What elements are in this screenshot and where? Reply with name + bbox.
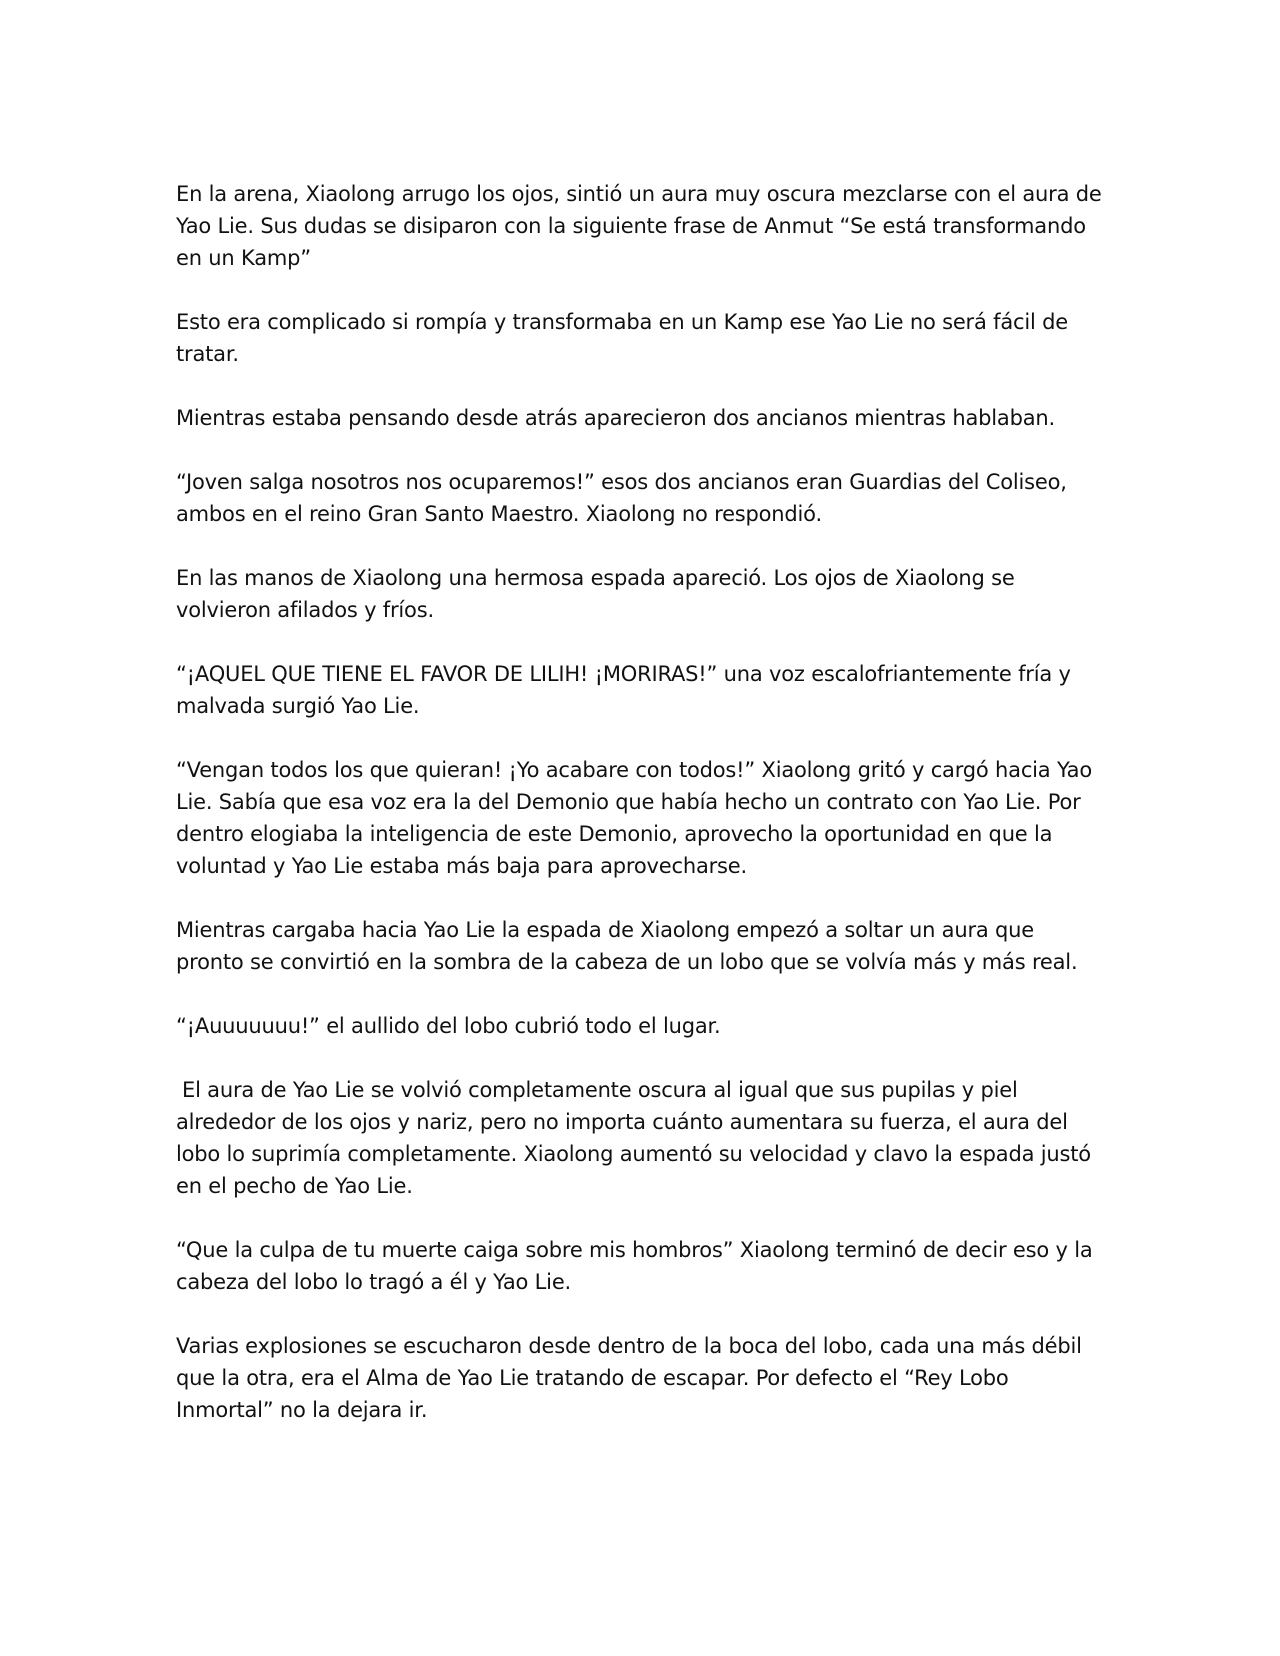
paragraph-1: En la arena, Xiaolong arrugo los ojos, sintió un aura muy oscura mezclarse con el aura de Yao Lie. Sus dudas se disiparon con la siguiente frase de Anmut “Se está transformando en un Kamp” <box>176 182 1102 270</box>
paragraph-12: Varias explosiones se escucharon desde dentro de la boca del lobo, cada una más débil que la otra, era el Alma de Yao Lie tratando de escapar. Por defecto el “Rey Lobo Inmortal” no la dejara ir. <box>176 1334 1082 1422</box>
paragraph-2: Esto era complicado si rompía y transformaba en un Kamp ese Yao Lie no será fácil de tratar. <box>176 310 1068 366</box>
paragraph-3: Mientras estaba pensando desde atrás aparecieron dos ancianos mientras hablaban. <box>176 406 1055 430</box>
paragraph-9: “¡Auuuuuuu!” el aullido del lobo cubrió todo el lugar. <box>176 1014 721 1038</box>
paragraph-7: “Vengan todos los que quieran! ¡Yo acabare con todos!” Xiaolong gritó y cargó hacia Yao Lie. Sabía que esa voz era la del Demonio que había hecho un contrato con Yao Lie. Por dentro elogiaba la inteligencia de este Demonio, aprovecho la oportunidad en que la voluntad y Yao Lie estaba más baja para aprovecharse. <box>176 758 1093 878</box>
paragraph-6: “¡AQUEL QUE TIENE EL FAVOR DE LILIH! ¡MORIRAS!” una voz escalofriantemente fría y malvada surgió Yao Lie. <box>176 662 1071 718</box>
paragraph-5: En las manos de Xiaolong una hermosa espada apareció. Los ojos de Xiaolong se volvieron afilados y fríos. <box>176 566 1015 622</box>
paragraph-10: El aura de Yao Lie se volvió completamente oscura al igual que sus pupilas y piel alrededor de los ojos y nariz, pero no importa cuánto aumentara su fuerza, el aura del lobo lo suprimía completamente. Xiaolong aumentó su velocidad y clavo la espada justó en el pecho de Yao Lie. <box>176 1078 1091 1198</box>
paragraph-8: Mientras cargaba hacia Yao Lie la espada de Xiaolong empezó a soltar un aura que pronto se convirtió en la sombra de la cabeza de un lobo que se volvía más y más real. <box>176 918 1078 974</box>
document-body <box>176 178 1106 1458</box>
paragraph-4: “Joven salga nosotros nos ocuparemos!” esos dos ancianos eran Guardias del Coliseo, ambos en el reino Gran Santo Maestro. Xiaolong no respondió. <box>176 470 1067 526</box>
paragraph-11: “Que la culpa de tu muerte caiga sobre mis hombros” Xiaolong terminó de decir eso y la cabeza del lobo lo tragó a él y Yao Lie. <box>176 1238 1093 1294</box>
